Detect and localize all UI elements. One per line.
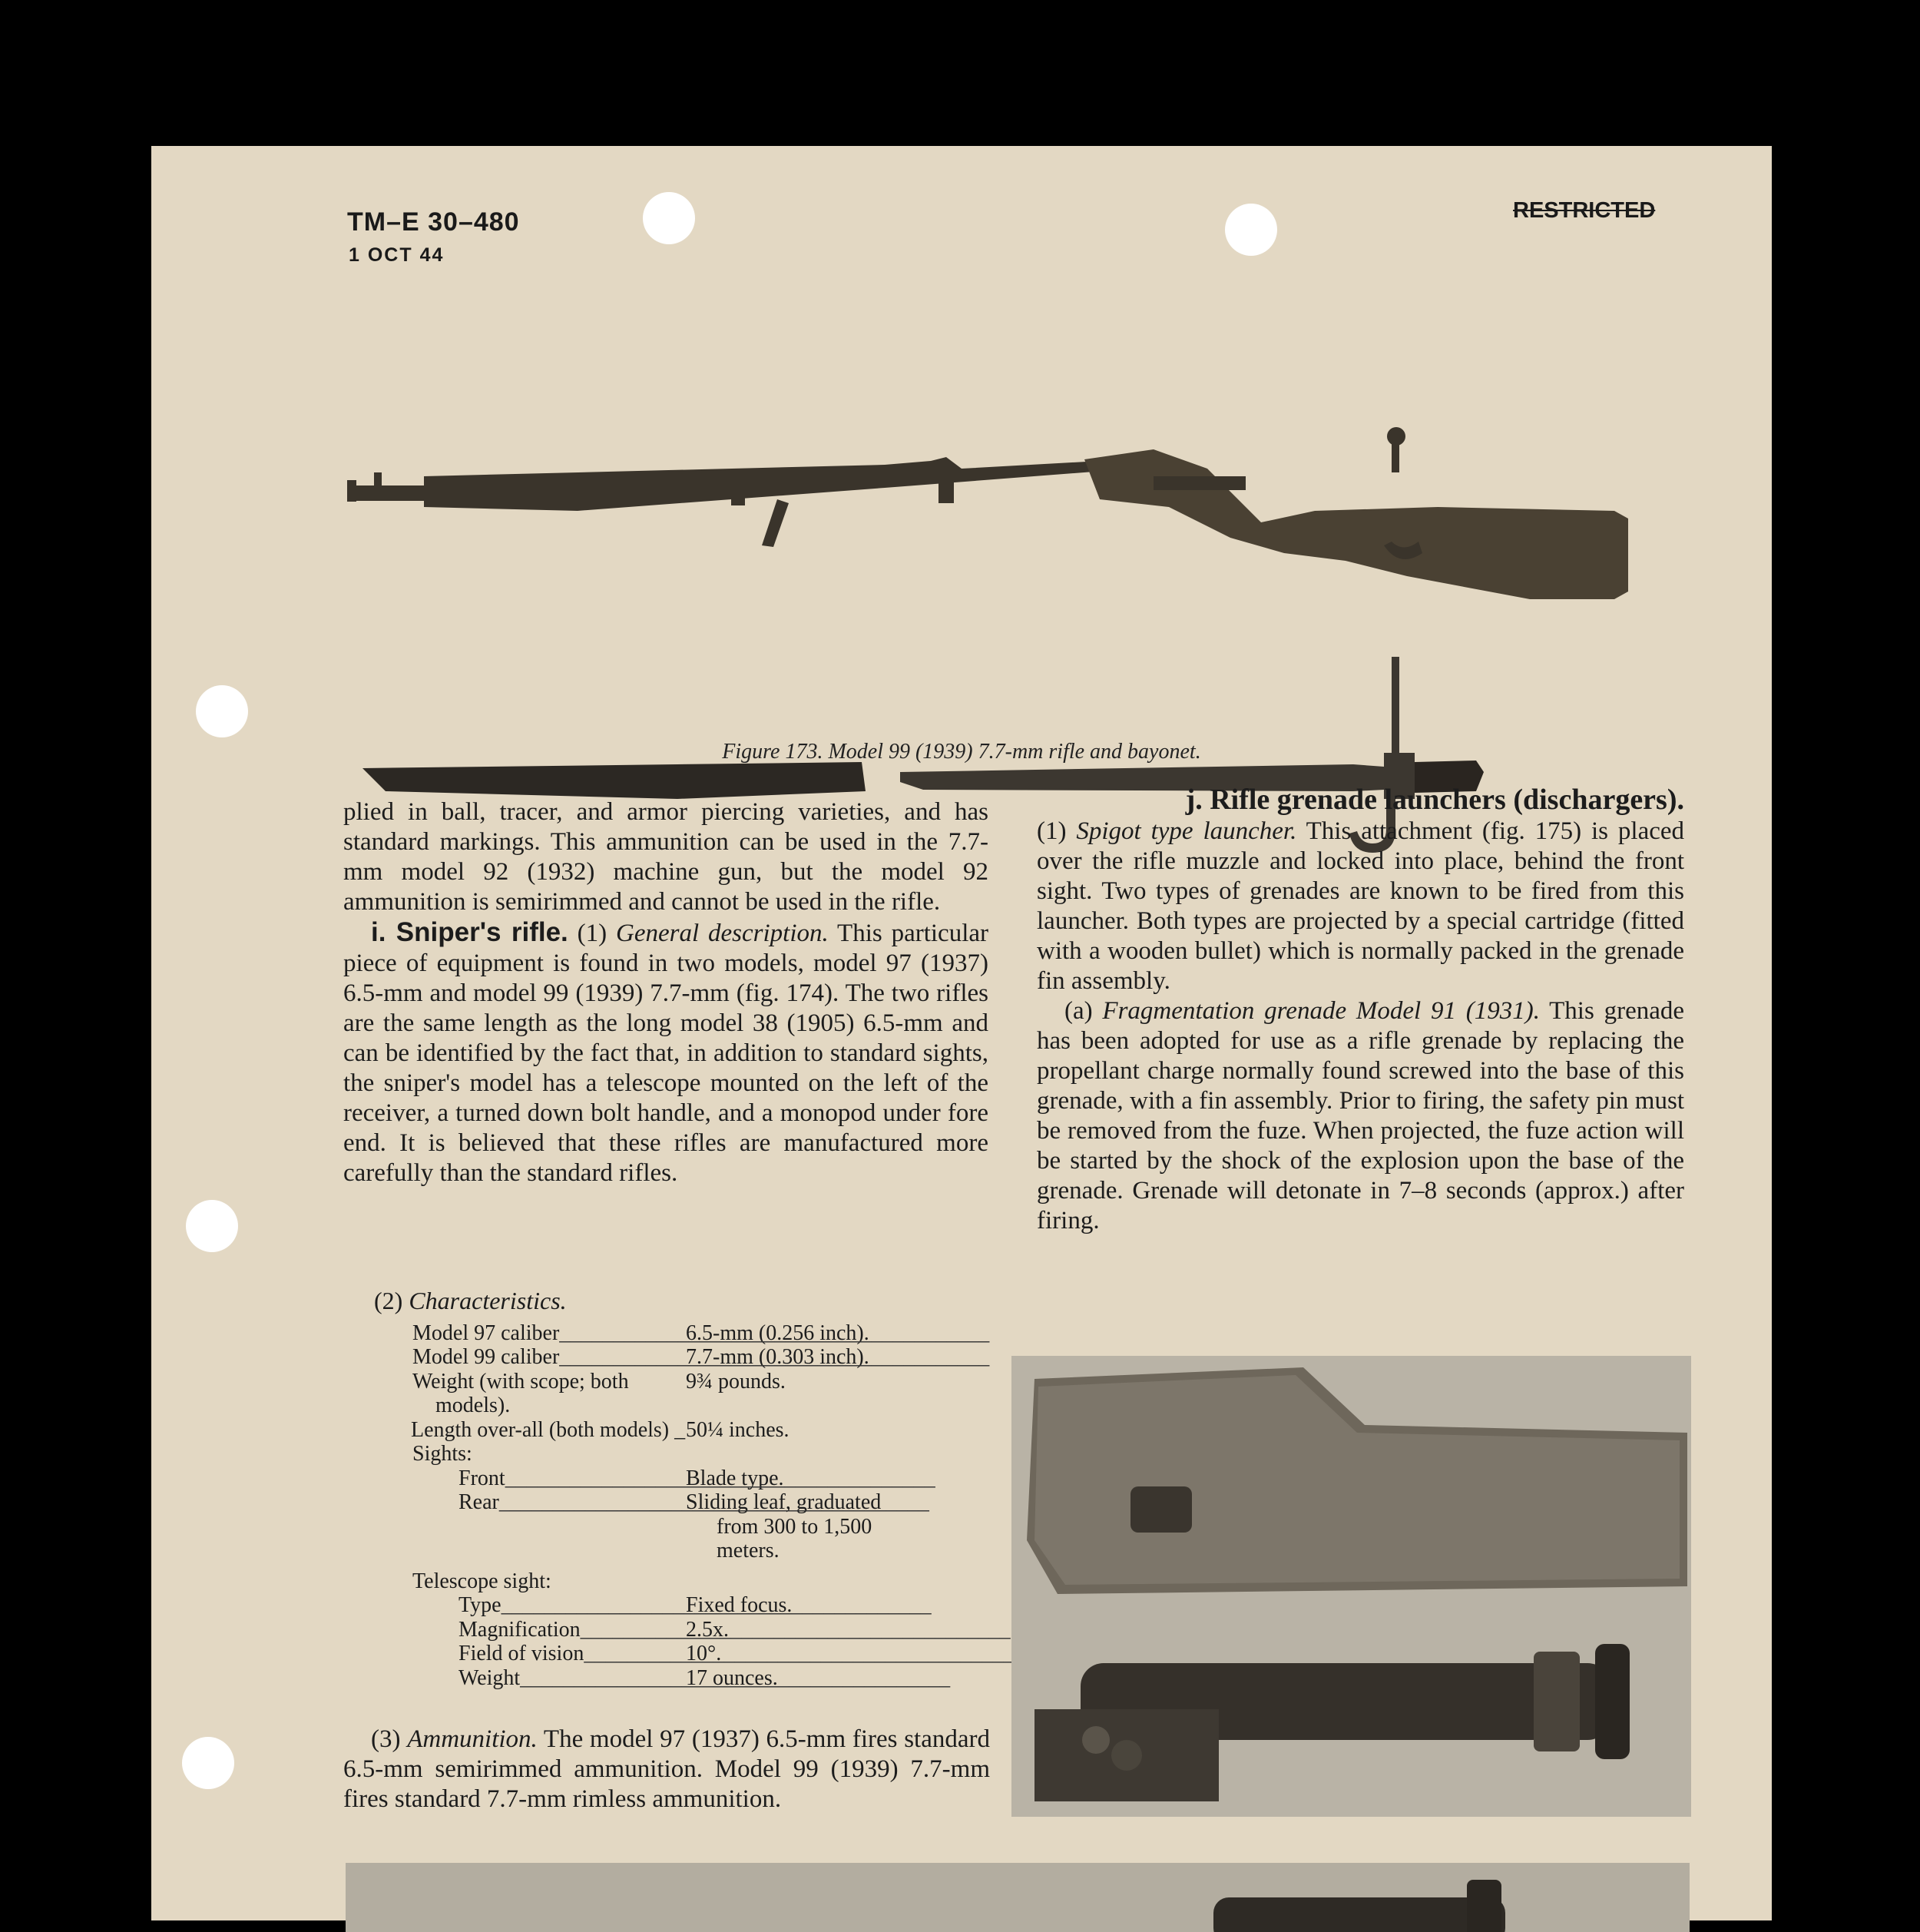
figure-caption: Figure 173. Model 99 (1939) 7.7-mm rifle and bayonet. (722, 740, 1201, 764)
spec-value: 10°. (686, 1642, 722, 1665)
spec-row (343, 1393, 992, 1418)
spec-label: Model 97 caliber (412, 1321, 560, 1345)
bottom-photo (346, 1863, 1690, 1932)
punch-hole (186, 1200, 238, 1252)
ammunition-heading: Ammunition. (407, 1725, 538, 1753)
punch-hole (182, 1737, 234, 1789)
section-i-num: (1) (577, 920, 607, 947)
rear-value-line: meters. (717, 1539, 780, 1563)
spec-label: Field of vision (458, 1642, 584, 1665)
spec-row (343, 1618, 992, 1642)
spec-value: 50¼ inches. (686, 1417, 790, 1442)
ja-num: (a) (1064, 997, 1093, 1025)
spec-label: Weight (458, 1665, 521, 1690)
j1-subheading: Spigot type launcher. (1076, 817, 1297, 845)
spec-value: 2.5x. (686, 1617, 729, 1642)
ja-subheading: Fragmentation grenade Model 91 (1931). (1102, 997, 1540, 1025)
ja-text: This grenade has been adopted for use as a rifle grenade by replacing the propellant charge normally found screwed into the base of this grenade, with a fin assembly. Prior to firing, the safety pin must be removed from the fuze. When projected, the fuze action will be started by the shock of the explosion upon the base of the grenade. Grenade will detonate in 7–8 seconds (approx.) after firing. (1037, 997, 1685, 1234)
spec-row (343, 1370, 992, 1394)
spec-value: Fixed focus. (686, 1593, 793, 1617)
spec-label: Front (458, 1466, 505, 1490)
ammunition-text: The model 97 (1937) 6.5-mm fires standard 6.5-mm semirimmed ammunition. Model 99 (1939) 7.7-mm fires standard 7.7-mm rimless ammunition. (343, 1725, 990, 1813)
spec-row (343, 1666, 992, 1691)
classification-stamp: RESTRICTED (1513, 198, 1656, 223)
spec-row (343, 1569, 992, 1594)
spec-label-cont: models). (435, 1393, 511, 1417)
spec-value: 7.7-mm (0.303 inch). (686, 1345, 869, 1369)
spec-row (343, 1345, 992, 1370)
j1-num: (1) (1037, 817, 1067, 845)
spec-label: Type (458, 1593, 502, 1617)
ammunition-num: (3) (371, 1725, 401, 1753)
left-column (343, 797, 988, 1188)
ammunition-paragraph (343, 1725, 990, 1814)
section-i-subheading: General description. (616, 920, 829, 947)
characteristics-table (343, 1289, 992, 1690)
section-i-text: This particular piece of equipment is found in two models, model 97 (1937) 6.5-mm and model 99 (1939) 7.7-mm (fig. 174). The two rifles are the same length as the long model 38 (1905) 6.5-mm and can be identified by the fact that, in addition to standard sights, the sniper's model has a telescope mounted on the left of the receiver, a turned down bolt handle, and a monopod under fore end. It is believed that these rifles are manufactured more carefully than the standard rifles. (343, 920, 988, 1187)
doc-number: TM–E 30–480 (347, 207, 520, 237)
spec-row (343, 1321, 992, 1346)
spec-value: 9¾ pounds. (686, 1369, 786, 1393)
punch-hole (643, 192, 695, 244)
telescope-photo (1011, 1356, 1691, 1817)
characteristics-num: (2) (374, 1287, 403, 1314)
spec-label: Magnification (458, 1617, 581, 1642)
document-page (151, 146, 1772, 1920)
rear-value-line: Sliding leaf, graduated (686, 1490, 882, 1514)
spec-label: Sights: (412, 1442, 472, 1466)
punch-hole (1225, 204, 1277, 256)
section-i-heading: i. Sniper's rifle. (371, 917, 568, 947)
spec-row (343, 1642, 992, 1666)
characteristics-heading (374, 1289, 992, 1314)
spec-label: Model 99 caliber (412, 1345, 560, 1369)
spec-value: 6.5-mm (0.256 inch). (686, 1321, 869, 1345)
spec-row (343, 1466, 992, 1491)
continued-paragraph: plied in ball, tracer, and armor piercing varieties, and has standard markings. This ammunition can be used in the 7.7-mm model 92 (1932) machine gun, but the model 92 ammunition is semirimmed and cannot be used in the rifle. (343, 798, 988, 916)
spec-row (343, 1593, 992, 1618)
rifle-photo (347, 277, 1829, 676)
spec-value: Blade type. (686, 1466, 784, 1490)
spec-row: Length over-all (both models) _ 50¼ inches. (343, 1418, 992, 1443)
sniper-rifle-paragraph (343, 917, 988, 1188)
section-j-heading: j. Rifle grenade launchers (dischargers). (1185, 784, 1684, 816)
spec-label: Length over-all (both models) (411, 1417, 670, 1442)
characteristics-title: Characteristics. (409, 1287, 567, 1314)
spigot-launcher-paragraph (1037, 817, 1684, 996)
fragmentation-grenade-paragraph (1037, 996, 1684, 1236)
right-column (1037, 785, 1684, 1236)
spec-label: Rear (458, 1490, 499, 1514)
rear-value-line: from 300 to 1,500 (717, 1514, 872, 1539)
spec-label: Weight (with scope; both (412, 1369, 629, 1393)
spec-row (343, 1490, 992, 1563)
spec-value: 17 ounces. (686, 1665, 778, 1690)
j1-text: This attachment (fig. 175) is placed over the rifle muzzle and locked into place, behind the front sight. Two types of grenades are known to be fired from this launcher. Both types are projected by a special cartridge (fitted with a wooden bullet) which is normally packed in the grenade fin assembly. (1037, 817, 1685, 995)
spec-label: Telescope sight: (412, 1569, 551, 1593)
punch-hole (196, 685, 248, 737)
doc-date: 1 OCT 44 (349, 244, 445, 266)
spec-row (343, 1442, 992, 1466)
